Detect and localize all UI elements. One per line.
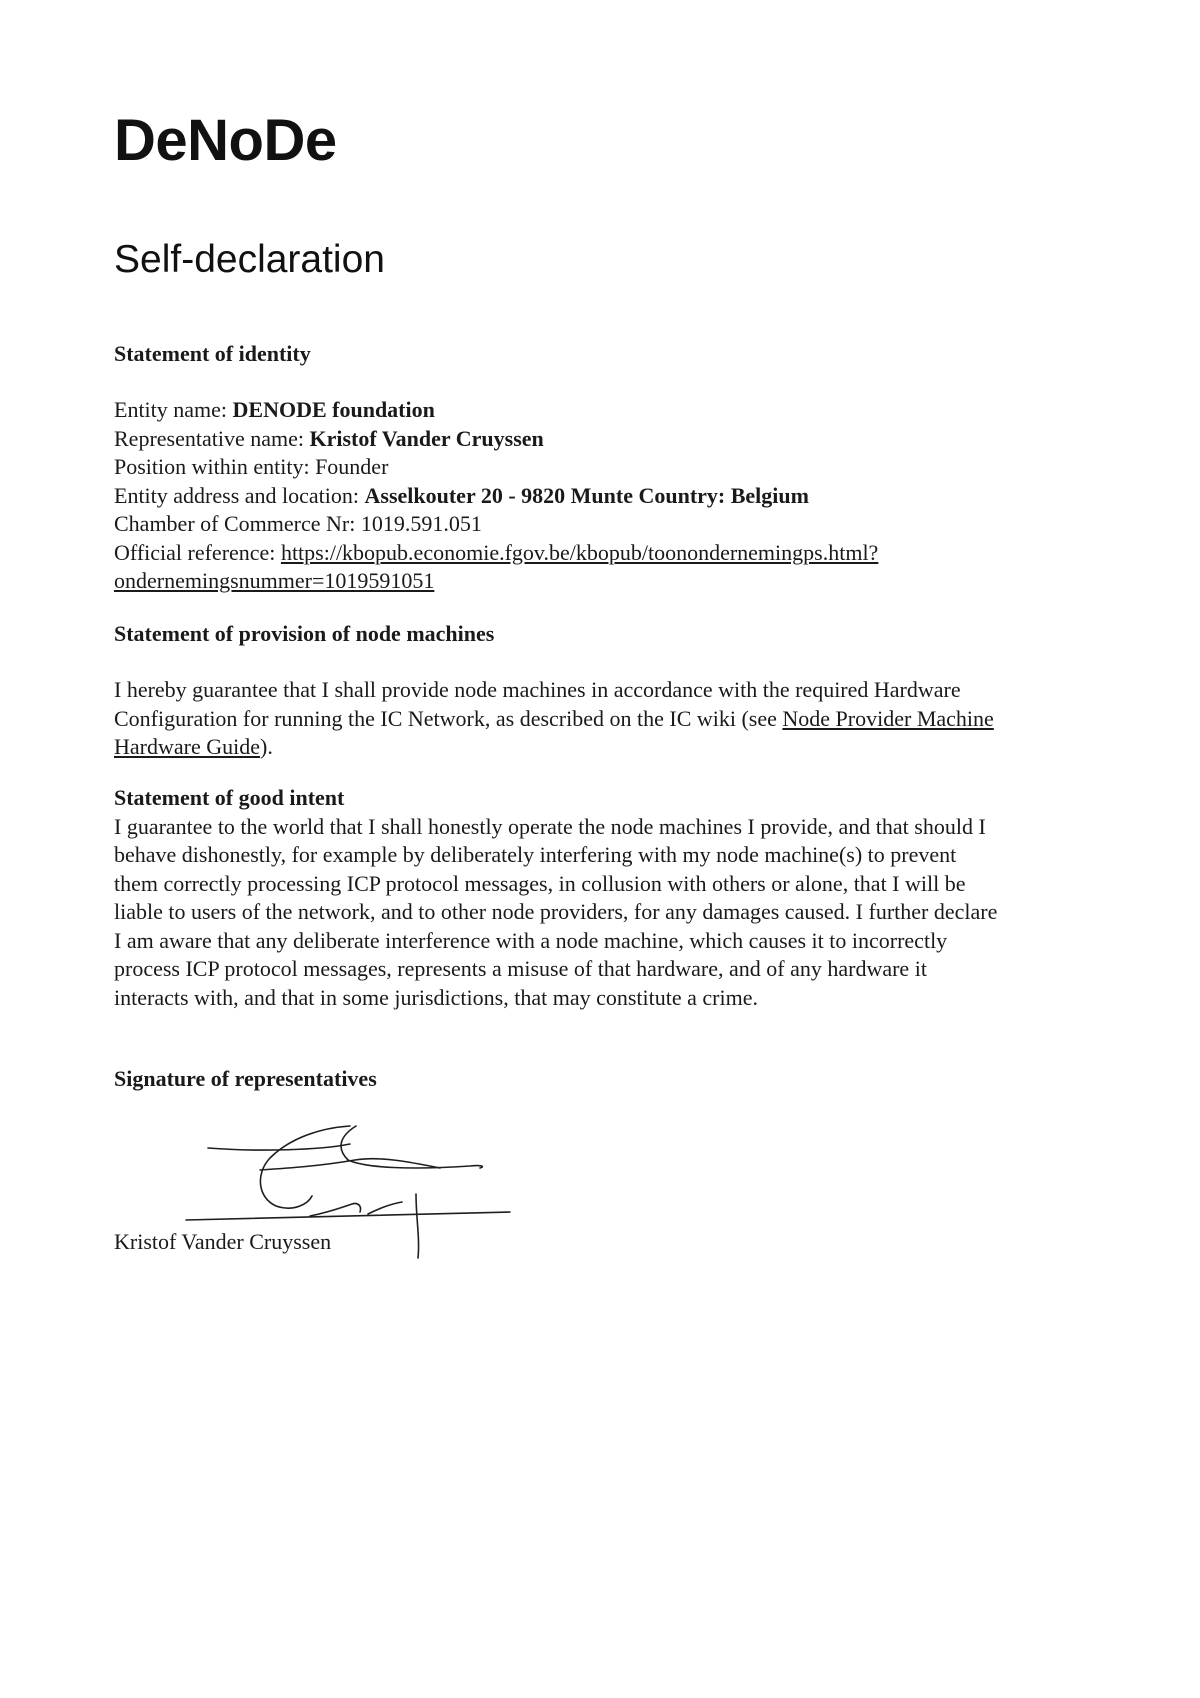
document-title: Self-declaration [114,238,385,281]
entity-name-line [114,396,1104,425]
identity-section [114,396,1104,596]
intent-line: interacts with, and that in some jurisdictions, that may constitute a crime. [114,984,758,1010]
intent-line: I am aware that any deliberate interference with a node machine, which causes it to incorrectly [114,927,948,953]
signatory-name: Kristof Vander Cruyssen [114,1229,332,1254]
intent-line: liable to users of the network, and to other node providers, for any damages caused. I further declare [114,899,998,924]
provision-section-heading [114,620,1104,649]
intent-line: them correctly processing ICP protocol messages, in collusion with others or alone, that I will be [114,870,966,896]
provision-section [114,676,1104,762]
position-line: Position within entity: Founder [114,454,389,479]
official-reference-line-2 [114,567,1104,596]
chamber-of-commerce-line: Chamber of Commerce Nr: 1019.591.051 [114,511,482,536]
representative-value: Kristof Vander Cruyssen [309,425,544,451]
official-reference-label: Official reference: [114,539,281,565]
provision-line: I hereby guarantee that I shall provide node machines in accordance with the required Hardware [114,677,961,702]
official-reference-line [114,539,1104,568]
brand-title: DeNoDe [114,108,337,173]
intent-line: behave dishonestly, for example by deliberately interfering with my node machine(s) to prevent [114,842,957,867]
entity-name-label: Entity name: [114,397,233,422]
representative-label: Representative name: [114,425,310,451]
signature-heading: Signature of representatives [114,1066,377,1091]
intent-line: process ICP protocol messages, represents a misuse of that hardware, and of any hardware it [114,956,927,981]
provision-heading: Statement of provision of node machines [114,621,495,646]
hardware-guide-link[interactable]: Node Provider Machine [782,705,994,731]
provision-text: Configuration for running the IC Network, as described on the IC wiki (see [114,705,783,731]
address-label: Entity address and location: [114,482,365,508]
identity-section-heading [114,340,1104,369]
address-value: Asselkouter 20 - 9820 Munte Country: Belgium [364,482,809,508]
representative-line [114,425,1104,454]
identity-heading: Statement of identity [114,341,311,366]
provision-text-end: ). [260,734,273,759]
official-reference-link[interactable]: https://kbopub.economie.fgov.be/kbopub/toonondernemingps.html? [280,539,879,565]
entity-name-value: DENODE foundation [232,397,435,422]
intent-line: I guarantee to the world that I shall honestly operate the node machines I provide, and that should I [114,813,986,839]
hardware-guide-link-continued[interactable]: Hardware Guide [114,734,260,759]
intent-heading: Statement of good intent [114,785,345,810]
provision-line [114,733,1104,762]
intent-section [114,784,1104,1012]
address-line [114,482,1104,511]
signature-section-heading [114,1065,1104,1094]
official-reference-link-continued[interactable]: ondernemingsnummer=1019591051 [114,568,435,593]
provision-line [114,705,1104,734]
